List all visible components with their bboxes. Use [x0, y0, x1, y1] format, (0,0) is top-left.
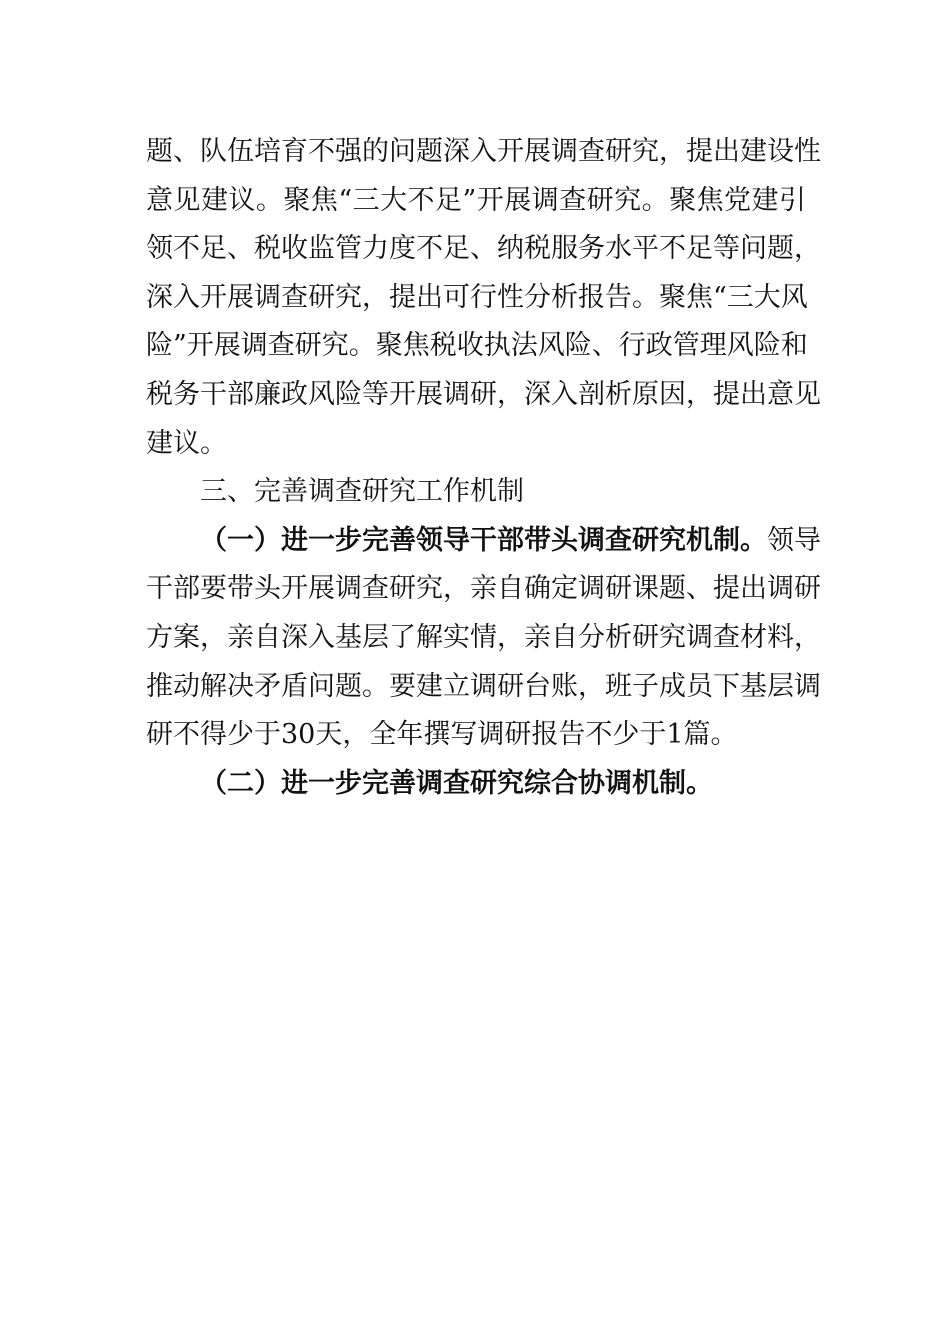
text-line: 税务干部廉政风险等开展调研，深入剖析原因，提出意见: [146, 378, 821, 410]
document-body: [146, 128, 821, 808]
section-heading: 三、完善调查研究工作机制: [200, 476, 524, 508]
text-line: 研不得少于30天，全年撰写调研报告不少于1篇。: [146, 719, 738, 751]
text-line: 方案，亲自深入基层了解实情，亲自分析研究调查材料，: [146, 621, 821, 653]
text-line: 深入开展调查研究，提出可行性分析报告。聚焦“三大风: [146, 281, 808, 313]
text-line: 意见建议。聚焦“三大不足”开展调查研究。聚焦党建引: [146, 184, 806, 216]
text-line: 领不足、税收监管力度不足、纳税服务水平不足等问题，: [146, 233, 821, 265]
subsection-1-first-line: [146, 517, 821, 566]
text-line: 干部要带头开展调查研究，亲自确定调研课题、提出调研: [146, 573, 821, 605]
subsection-1-title: （一）进一步完善领导干部带头调查研究机制。: [200, 524, 767, 556]
subsection-2-title: （二）进一步完善调查研究综合协调机制。: [200, 767, 713, 799]
text-line: 推动解决矛盾问题。要建立调研台账，班子成员下基层调: [146, 670, 821, 702]
subsection-1-first-line-rest: 领导: [767, 524, 821, 556]
subsection-1: [146, 517, 821, 760]
text-line: 险”开展调查研究。聚焦税收执法风险、行政管理风险和: [146, 330, 808, 362]
text-line: 建议。: [146, 427, 227, 459]
text-line: 题、队伍培育不强的问题深入开展调查研究，提出建设性: [146, 136, 821, 167]
paragraph-continued: [146, 128, 821, 468]
